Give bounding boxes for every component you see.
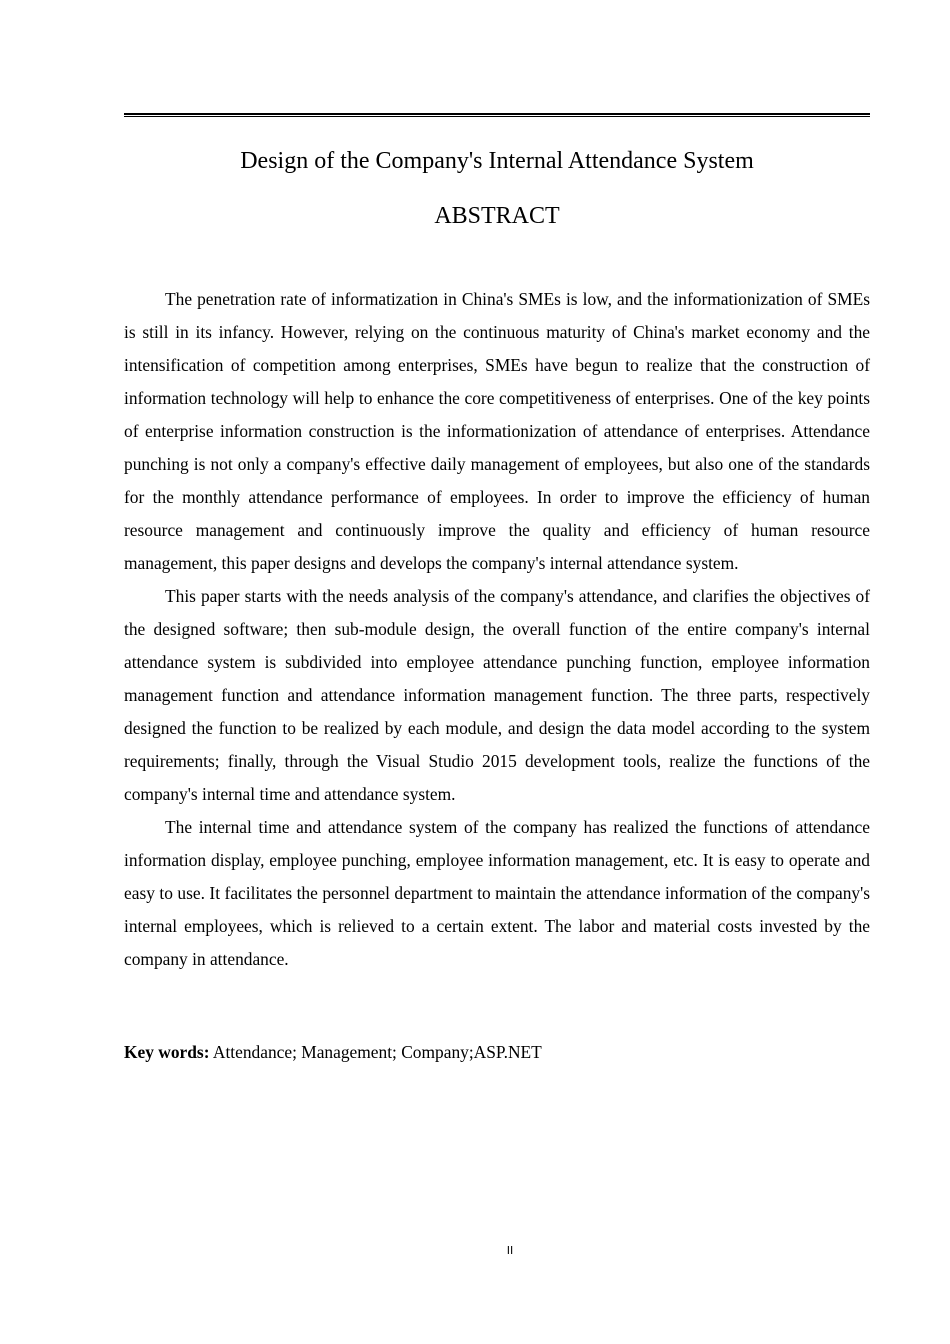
abstract-paragraph-1: The penetration rate of informatization in China's SMEs is low, and the informationization of SMEs is still in its infancy. However, relying on the continuous maturity of China's market economy and the intensification of competition among enterprises, SMEs have begun to realize that the construction of information technology will help to enhance the core competitiveness of enterprises. One of the key points of enterprise information construction is the informationization of attendance of enterprises. Attendance punching is not only a company's effective daily management of employees, but also one of the standards for the monthly attendance performance of employees. In order to improve the efficiency of human resource management and continuously improve the quality and efficiency of human resource management, this paper designs and develops the company's internal attendance system. — [124, 289, 870, 573]
abstract-paragraph-3: The internal time and attendance system of the company has realized the functions of attendance information display, employee punching, employee information management, etc. It is easy to operate and easy to use. It facilitates the personnel department to maintain the attendance information of the company's internal employees, which is relieved to a certain extent. The labor and material costs invested by the company in attendance. — [124, 817, 870, 969]
header-double-rule — [124, 113, 870, 118]
page-number: II — [506, 1244, 514, 1257]
keywords-value: Attendance; Management; Company;ASP.NET — [209, 1042, 542, 1062]
header-rule-thin-line — [124, 116, 870, 117]
header-rule-thick-line — [124, 113, 870, 115]
abstract-body — [124, 283, 870, 976]
abstract-heading: ABSTRACT — [434, 203, 560, 229]
paper-title: Design of the Company's Internal Attendance System — [240, 148, 754, 174]
keywords-line — [124, 1037, 870, 1067]
keywords-label: Key words: — [124, 1042, 210, 1062]
abstract-paragraph-2: This paper starts with the needs analysis of the company's attendance, and clarifies the objectives of the designed software; then sub-module design, the overall function of the entire company's internal attendance system is subdivided into employee attendance punching function, employee information management function and attendance information management function. The three parts, respectively designed the function to be realized by each module, and design the data model according to the system requirements; finally, through the Visual Studio 2015 development tools, realize the functions of the company's internal time and attendance system. — [124, 586, 870, 804]
